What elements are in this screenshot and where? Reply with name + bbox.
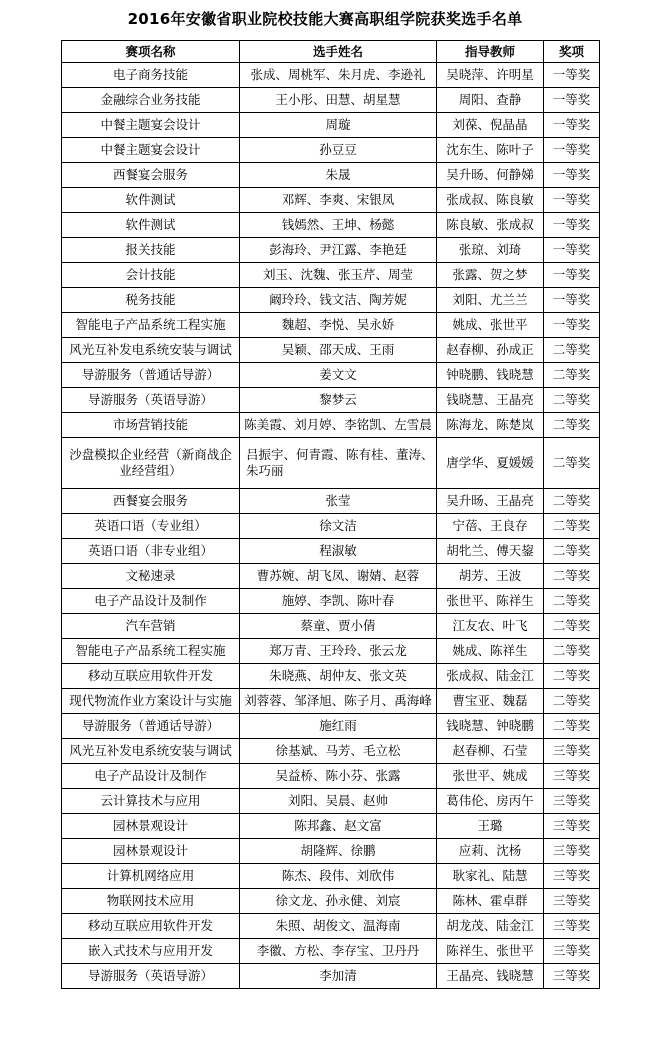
instructors-cell: 王晶亮、钱晓慧 <box>437 964 544 989</box>
table-row <box>62 539 600 564</box>
instructors-cell: 张成叔、陆金江 <box>437 664 544 689</box>
instructors-cell: 吴升旸、王晶亮 <box>437 489 544 514</box>
event-cell: 金融综合业务技能 <box>62 88 240 113</box>
instructors-cell: 钱晓慧、钟晓鹏 <box>437 714 544 739</box>
contestants-cell: 陈邦鑫、赵文富 <box>240 814 437 839</box>
award-cell: 二等奖 <box>544 438 600 489</box>
award-cell: 三等奖 <box>544 864 600 889</box>
award-cell: 三等奖 <box>544 789 600 814</box>
contestants-cell: 刘玉、沈魏、张玉芹、周莹 <box>240 263 437 288</box>
contestants-cell: 蔡童、贾小倩 <box>240 614 437 639</box>
table-row <box>62 814 600 839</box>
table-row <box>62 564 600 589</box>
contestants-cell: 胡隆辉、徐鹏 <box>240 839 437 864</box>
instructors-cell: 胡牝兰、傅天鋆 <box>437 539 544 564</box>
instructors-cell: 姚成、陈祥生 <box>437 639 544 664</box>
instructors-cell: 宁蓓、王良存 <box>437 514 544 539</box>
instructors-cell: 张露、贺之梦 <box>437 263 544 288</box>
event-cell: 智能电子产品系统工程实施 <box>62 313 240 338</box>
contestants-cell: 孙豆豆 <box>240 138 437 163</box>
table-row <box>62 639 600 664</box>
event-cell: 西餐宴会服务 <box>62 163 240 188</box>
instructors-cell: 葛伟伦、房丙午 <box>437 789 544 814</box>
award-cell: 二等奖 <box>544 388 600 413</box>
table-row <box>62 739 600 764</box>
instructors-cell: 张世平、陈祥生 <box>437 589 544 614</box>
contestants-cell: 程淑敏 <box>240 539 437 564</box>
table-row <box>62 238 600 263</box>
event-cell: 园林景观设计 <box>62 839 240 864</box>
award-cell: 二等奖 <box>544 539 600 564</box>
instructors-cell: 陈林、霍卓群 <box>437 889 544 914</box>
table-body <box>62 63 600 989</box>
contestants-cell: 陈杰、段伟、刘欣伟 <box>240 864 437 889</box>
event-cell: 导游服务（英语导游） <box>62 964 240 989</box>
document-title: 2016年安徽省职业院校技能大赛高职组学院获奖选手名单 <box>127 10 523 28</box>
event-cell: 风光互补发电系统安装与调试 <box>62 739 240 764</box>
instructors-cell: 姚成、张世平 <box>437 313 544 338</box>
event-cell: 软件测试 <box>62 188 240 213</box>
event-cell: 西餐宴会服务 <box>62 489 240 514</box>
table-row <box>62 263 600 288</box>
award-cell: 二等奖 <box>544 589 600 614</box>
award-cell: 一等奖 <box>544 238 600 263</box>
contestants-cell: 徐基斌、马芳、毛立松 <box>240 739 437 764</box>
table-row <box>62 689 600 714</box>
instructors-cell: 应莉、沈杨 <box>437 839 544 864</box>
award-cell: 一等奖 <box>544 213 600 238</box>
instructors-cell: 张世平、姚成 <box>437 764 544 789</box>
contestants-cell: 刘蓉蓉、邹泽旭、陈子月、禹海峰 <box>240 689 437 714</box>
table-row <box>62 188 600 213</box>
table-row <box>62 864 600 889</box>
contestants-cell: 王小彤、田慧、胡星慧 <box>240 88 437 113</box>
award-cell: 二等奖 <box>544 664 600 689</box>
header-award: 奖项 <box>544 41 600 63</box>
contestants-cell: 彭海玲、尹江露、李艳廷 <box>240 238 437 263</box>
award-cell: 一等奖 <box>544 138 600 163</box>
contestants-cell: 阚玲玲、钱文洁、陶芳妮 <box>240 288 437 313</box>
contestants-cell: 吴颖、邵天成、王雨 <box>240 338 437 363</box>
table-row <box>62 664 600 689</box>
instructors-cell: 陈祥生、张世平 <box>437 939 544 964</box>
award-cell: 二等奖 <box>544 714 600 739</box>
instructors-cell: 钱晓慧、王晶亮 <box>437 388 544 413</box>
instructors-cell: 王璐 <box>437 814 544 839</box>
event-cell: 移动互联应用软件开发 <box>62 664 240 689</box>
award-cell: 二等奖 <box>544 689 600 714</box>
contestants-cell: 朱晓燕、胡仲友、张文英 <box>240 664 437 689</box>
award-cell: 二等奖 <box>544 363 600 388</box>
contestants-cell: 陈美霞、刘月婷、李铭凯、左雪晨 <box>240 413 437 438</box>
award-cell: 二等奖 <box>544 489 600 514</box>
event-cell: 电子商务技能 <box>62 63 240 88</box>
header-instructors: 指导教师 <box>437 41 544 63</box>
header-event: 赛项名称 <box>62 41 240 63</box>
award-cell: 一等奖 <box>544 88 600 113</box>
table-row <box>62 839 600 864</box>
table-row <box>62 714 600 739</box>
award-cell: 一等奖 <box>544 313 600 338</box>
event-cell: 园林景观设计 <box>62 814 240 839</box>
table-row <box>62 764 600 789</box>
event-cell: 会计技能 <box>62 263 240 288</box>
instructors-cell: 刘葆、倪晶晶 <box>437 113 544 138</box>
instructors-cell: 钟晓鹏、钱晓慧 <box>437 363 544 388</box>
table-row <box>62 939 600 964</box>
event-cell: 软件测试 <box>62 213 240 238</box>
table-header-row <box>62 41 600 63</box>
table-row <box>62 438 600 489</box>
award-cell: 一等奖 <box>544 288 600 313</box>
award-cell: 三等奖 <box>544 814 600 839</box>
instructors-cell: 张成叔、陈良敏 <box>437 188 544 213</box>
award-cell: 二等奖 <box>544 514 600 539</box>
table-row <box>62 63 600 88</box>
instructors-cell: 周阳、查静 <box>437 88 544 113</box>
event-cell: 中餐主题宴会设计 <box>62 113 240 138</box>
event-cell: 计算机网络应用 <box>62 864 240 889</box>
instructors-cell: 陈海龙、陈楚岚 <box>437 413 544 438</box>
header-contestants: 选手姓名 <box>240 41 437 63</box>
award-cell: 三等奖 <box>544 764 600 789</box>
award-cell: 二等奖 <box>544 614 600 639</box>
contestants-cell: 施婷、李凯、陈叶春 <box>240 589 437 614</box>
event-cell: 英语口语（非专业组） <box>62 539 240 564</box>
instructors-cell: 赵春柳、石莹 <box>437 739 544 764</box>
instructors-cell: 吴晓萍、许明星 <box>437 63 544 88</box>
table-row <box>62 589 600 614</box>
event-cell: 沙盘模拟企业经营（新商战企业经营组） <box>62 438 240 489</box>
event-cell: 云计算技术与应用 <box>62 789 240 814</box>
contestants-cell: 朱晟 <box>240 163 437 188</box>
event-cell: 物联网技术应用 <box>62 889 240 914</box>
contestants-cell: 刘阳、吴晨、赵帅 <box>240 789 437 814</box>
instructors-cell: 刘阳、尤兰兰 <box>437 288 544 313</box>
award-cell: 一等奖 <box>544 263 600 288</box>
instructors-cell: 吴升旸、何静娣 <box>437 163 544 188</box>
instructors-cell: 胡龙茂、陆金江 <box>437 914 544 939</box>
contestants-cell: 吕振宇、何青霞、陈有桂、董涛、朱巧丽 <box>240 438 437 489</box>
contestants-cell: 张成、周桃军、朱月虎、李逊礼 <box>240 63 437 88</box>
contestants-cell: 徐文洁 <box>240 514 437 539</box>
instructors-cell: 江友农、叶飞 <box>437 614 544 639</box>
table-row <box>62 138 600 163</box>
awards-table <box>61 40 600 989</box>
table-row <box>62 964 600 989</box>
instructors-cell: 赵春柳、孙成正 <box>437 338 544 363</box>
table-row <box>62 514 600 539</box>
instructors-cell: 沈东生、陈叶子 <box>437 138 544 163</box>
table-row <box>62 163 600 188</box>
award-cell: 一等奖 <box>544 113 600 138</box>
contestants-cell: 徐文龙、孙永健、刘宸 <box>240 889 437 914</box>
contestants-cell: 李徽、方松、李存宝、卫丹丹 <box>240 939 437 964</box>
table-row <box>62 313 600 338</box>
award-cell: 三等奖 <box>544 889 600 914</box>
table-row <box>62 88 600 113</box>
award-cell: 三等奖 <box>544 914 600 939</box>
event-cell: 英语口语（专业组） <box>62 514 240 539</box>
award-cell: 二等奖 <box>544 639 600 664</box>
instructors-cell: 曹宝亚、魏磊 <box>437 689 544 714</box>
table-row <box>62 614 600 639</box>
instructors-cell: 陈良敏、张成叔 <box>437 213 544 238</box>
contestants-cell: 张莹 <box>240 489 437 514</box>
contestants-cell: 郑万青、王玲玲、张云龙 <box>240 639 437 664</box>
award-cell: 二等奖 <box>544 564 600 589</box>
event-cell: 导游服务（普通话导游） <box>62 714 240 739</box>
contestants-cell: 朱照、胡俊文、温海南 <box>240 914 437 939</box>
table-row <box>62 363 600 388</box>
table-row <box>62 789 600 814</box>
award-cell: 一等奖 <box>544 63 600 88</box>
contestants-cell: 邓辉、李爽、宋银凤 <box>240 188 437 213</box>
instructors-cell: 张琼、刘琦 <box>437 238 544 263</box>
event-cell: 税务技能 <box>62 288 240 313</box>
contestants-cell: 姜文文 <box>240 363 437 388</box>
event-cell: 电子产品设计及制作 <box>62 764 240 789</box>
event-cell: 汽车营销 <box>62 614 240 639</box>
award-cell: 二等奖 <box>544 338 600 363</box>
instructors-cell: 耿家礼、陆慧 <box>437 864 544 889</box>
table-row <box>62 213 600 238</box>
table-row <box>62 413 600 438</box>
table-row <box>62 388 600 413</box>
award-cell: 三等奖 <box>544 939 600 964</box>
award-cell: 三等奖 <box>544 739 600 764</box>
instructors-cell: 胡芳、王波 <box>437 564 544 589</box>
contestants-cell: 钱嫣然、王坤、杨懿 <box>240 213 437 238</box>
table-row <box>62 489 600 514</box>
award-cell: 三等奖 <box>544 964 600 989</box>
event-cell: 市场营销技能 <box>62 413 240 438</box>
contestants-cell: 黎梦云 <box>240 388 437 413</box>
contestants-cell: 周璇 <box>240 113 437 138</box>
event-cell: 文秘速录 <box>62 564 240 589</box>
event-cell: 导游服务（英语导游） <box>62 388 240 413</box>
event-cell: 电子产品设计及制作 <box>62 589 240 614</box>
event-cell: 移动互联应用软件开发 <box>62 914 240 939</box>
event-cell: 嵌入式技术与应用开发 <box>62 939 240 964</box>
table-row <box>62 914 600 939</box>
instructors-cell: 唐学华、夏媛媛 <box>437 438 544 489</box>
event-cell: 中餐主题宴会设计 <box>62 138 240 163</box>
contestants-cell: 李加清 <box>240 964 437 989</box>
contestants-cell: 吴益桥、陈小芬、张露 <box>240 764 437 789</box>
table-row <box>62 288 600 313</box>
award-cell: 一等奖 <box>544 163 600 188</box>
event-cell: 现代物流作业方案设计与实施 <box>62 689 240 714</box>
contestants-cell: 曹苏婉、胡飞凤、谢婧、赵蓉 <box>240 564 437 589</box>
table-row <box>62 338 600 363</box>
event-cell: 报关技能 <box>62 238 240 263</box>
contestants-cell: 施红雨 <box>240 714 437 739</box>
table-row <box>62 889 600 914</box>
event-cell: 智能电子产品系统工程实施 <box>62 639 240 664</box>
award-cell: 三等奖 <box>544 839 600 864</box>
award-cell: 一等奖 <box>544 188 600 213</box>
event-cell: 风光互补发电系统安装与调试 <box>62 338 240 363</box>
award-cell: 二等奖 <box>544 413 600 438</box>
table-row <box>62 113 600 138</box>
contestants-cell: 魏超、李悦、吴永娇 <box>240 313 437 338</box>
event-cell: 导游服务（普通话导游） <box>62 363 240 388</box>
